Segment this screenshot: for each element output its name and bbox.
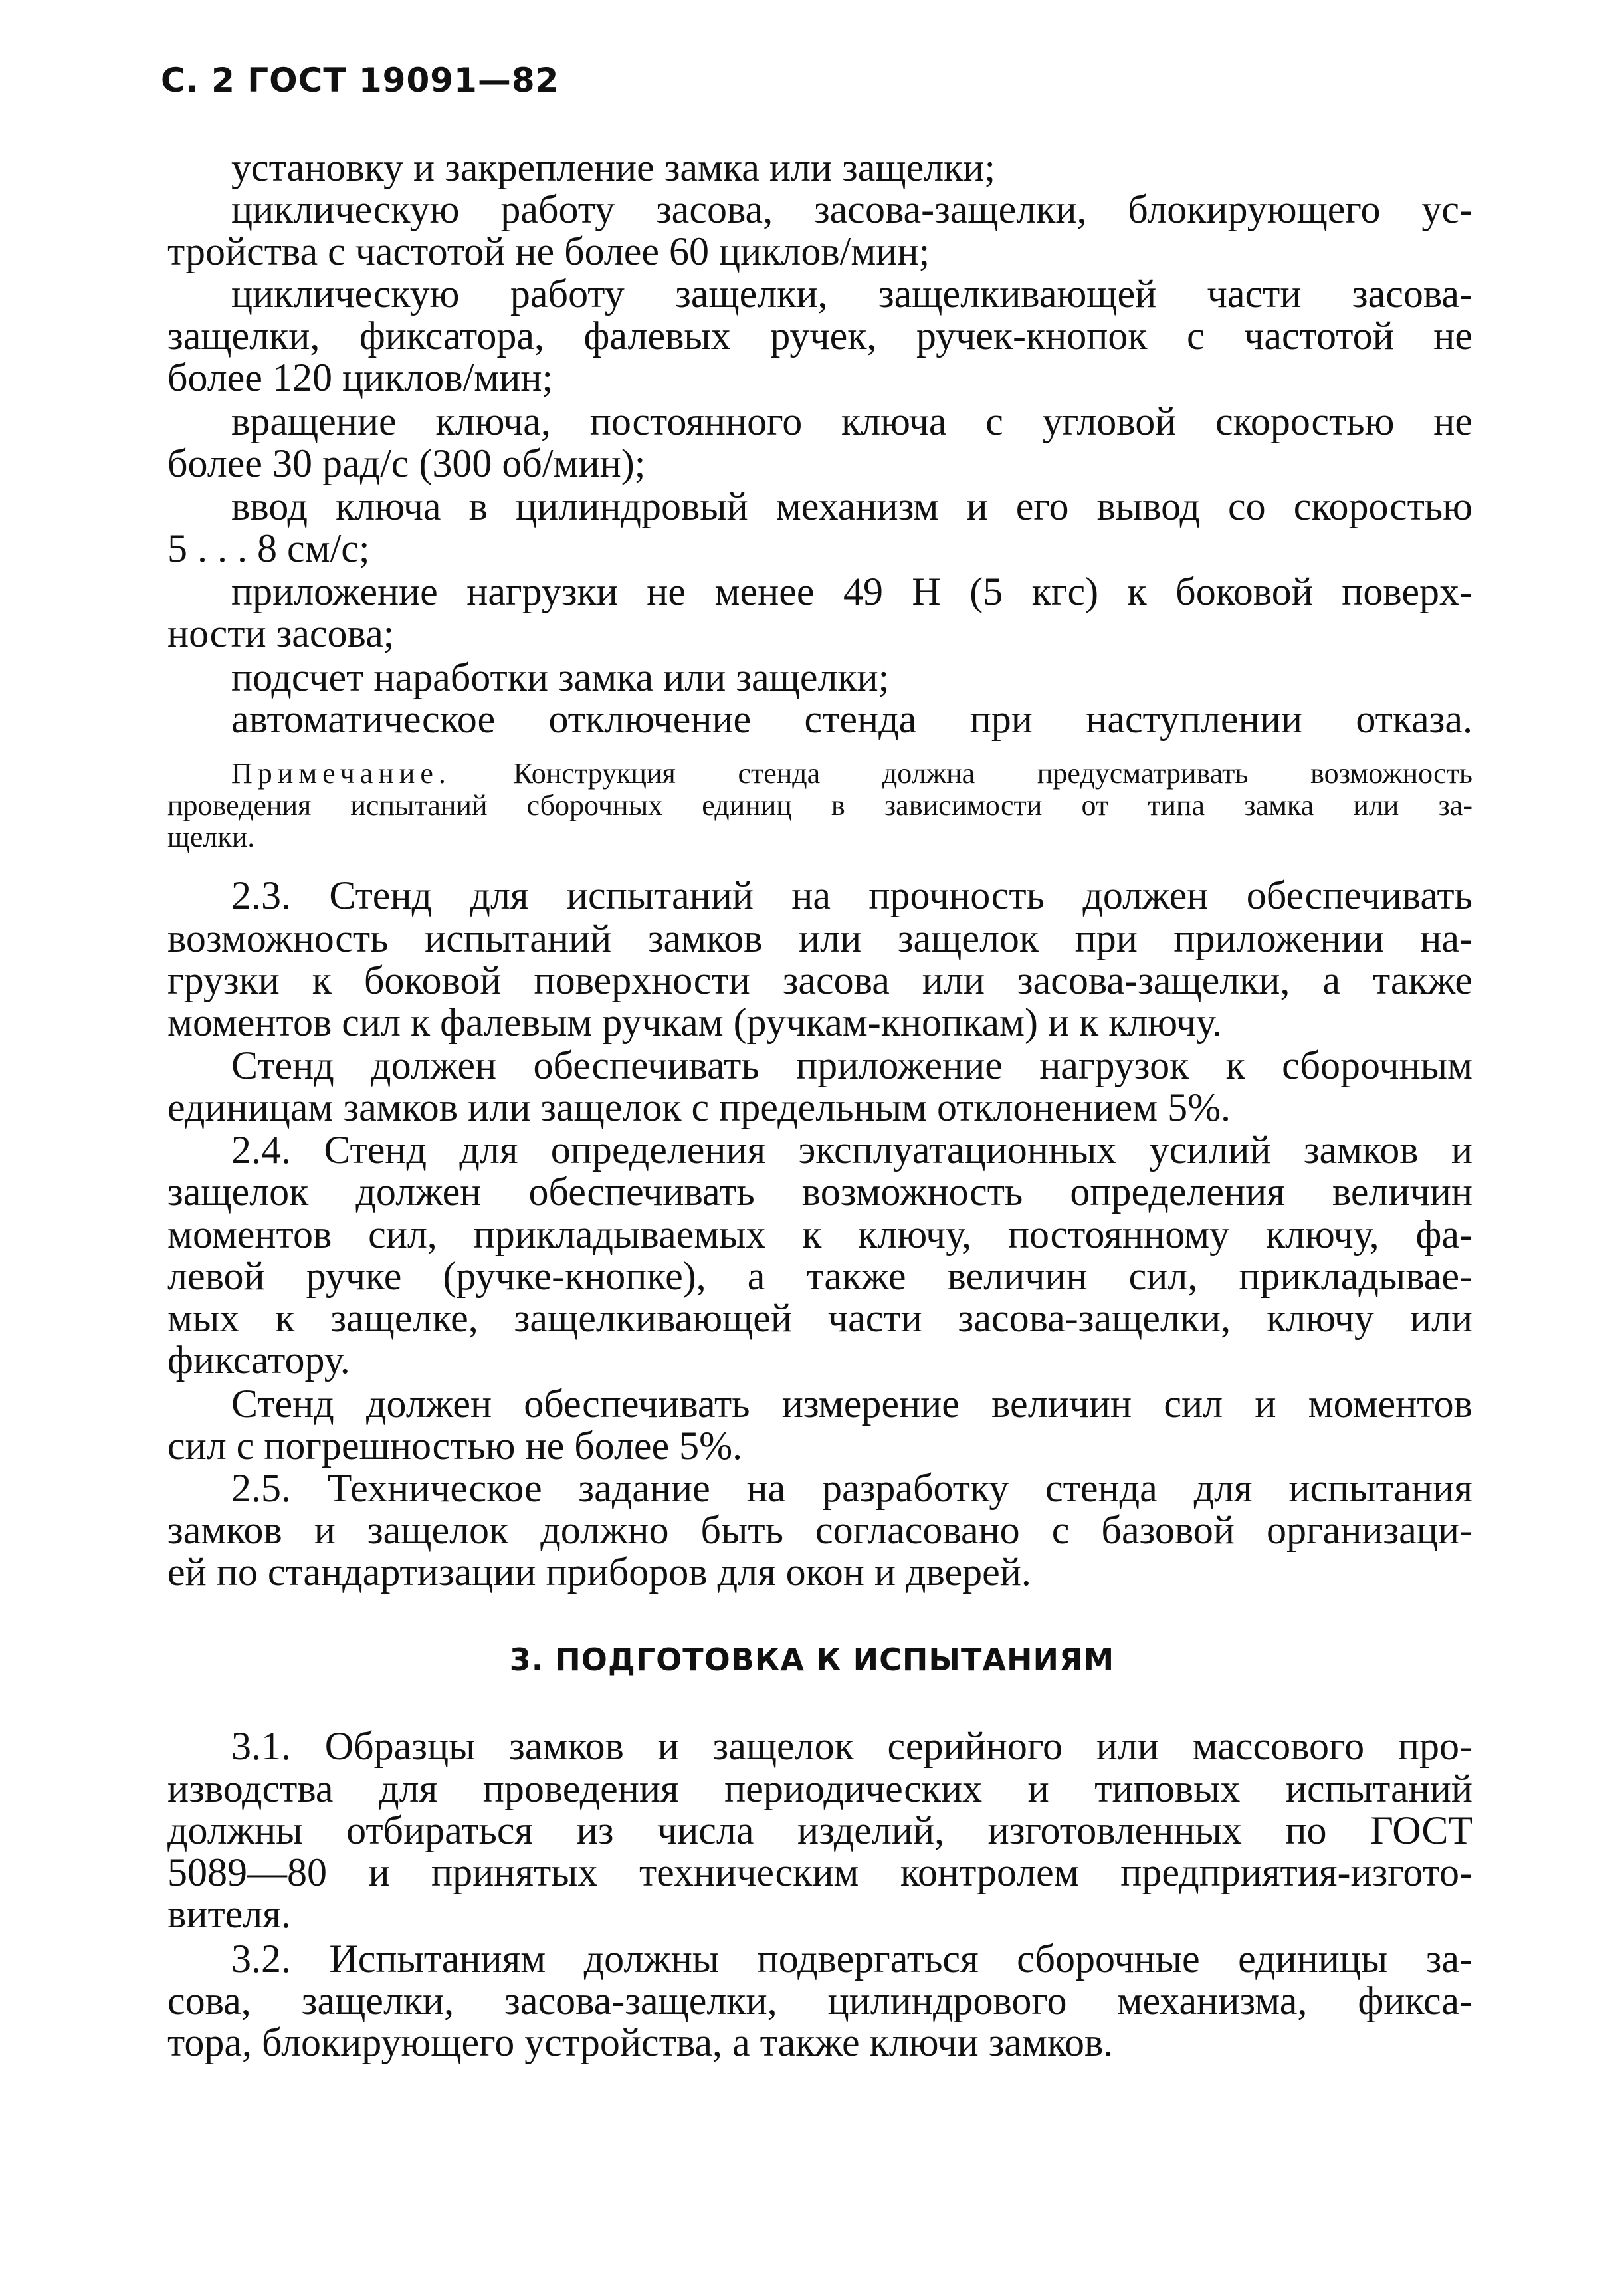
paragraph-line: моментов сил, прикладываемых к ключу, постоянному ключу, фа-	[167, 1212, 1472, 1256]
list-line: подсчет наработки замка или защелки;	[231, 655, 890, 699]
paragraph-line: ей по стандартизации приборов для окон и дверей.	[167, 1550, 1031, 1594]
list-line: ности засова;	[167, 611, 395, 655]
list-line: циклическую работу засова, засова-защелки, блокирующего ус-	[231, 187, 1472, 231]
list-line: 5 . . . 8 см/с;	[167, 526, 370, 570]
paragraph-line: должны отбираться из числа изделий, изготовленных по ГОСТ	[167, 1808, 1472, 1852]
paragraph-line: мых к защелке, защелкивающей части засова-защелки, ключу или	[167, 1296, 1472, 1340]
paragraph-line: моментов сил к фалевым ручкам (ручкам-кнопкам) и к ключу.	[167, 1000, 1223, 1044]
paragraph-line: 2.4. Стенд для определения эксплуатационных усилий замков и	[231, 1128, 1472, 1172]
paragraph-line: Стенд должен обеспечивать приложение нагрузок к сборочным	[231, 1043, 1472, 1087]
paragraph-line: возможность испытаний замков или защелок при приложении на-	[167, 917, 1472, 960]
note-label: Примечание.	[231, 757, 451, 790]
paragraph-line: вителя.	[167, 1892, 291, 1936]
paragraph-line: 3.1. Образцы замков и защелок серийного или массового про-	[231, 1724, 1472, 1768]
list-line: более 120 циклов/мин;	[167, 356, 554, 399]
paragraph-line: сил с погрешностью не более 5%.	[167, 1424, 743, 1468]
note-line: щелки.	[167, 821, 255, 853]
list-line: приложение нагрузки не менее 49 Н (5 кгс) к боковой поверх-	[231, 570, 1472, 613]
list-line: тройства с частотой не более 60 циклов/мин;	[167, 229, 930, 273]
paragraph-line: защелок должен обеспечивать возможность определения величин	[167, 1170, 1472, 1214]
note-text: Конструкция стенда должна предусматривать возможность	[513, 757, 1472, 790]
paragraph-line: левой ручке (ручке-кнопке), а также величин сил, прикладывае-	[167, 1254, 1472, 1298]
list-line: установку и закрепление замка или защелки;	[231, 146, 996, 189]
paragraph-line: грузки к боковой поверхности засова или засова-защелки, а также	[167, 958, 1472, 1002]
paragraph-line: 3.2. Испытаниям должны подвергаться сборочные единицы за-	[231, 1937, 1472, 1981]
paragraph-line: тора, блокирующего устройства, а также ключи замков.	[167, 2020, 1114, 2064]
paragraph-line: фиксатору.	[167, 1338, 350, 1382]
list-line: циклическую работу защелки, защелкивающей части засова-	[231, 272, 1472, 316]
paragraph-line: Стенд должен обеспечивать измерение величин сил и моментов	[231, 1382, 1472, 1426]
list-line: более 30 рад/с (300 об/мин);	[167, 441, 646, 485]
paragraph-line: 5089—80 и принятых техническим контролем предприятия-изгото-	[167, 1850, 1472, 1894]
page-header: С. 2 ГОСТ 19091—82	[161, 61, 559, 100]
list-line: защелки, фиксатора, фалевых ручек, ручек-кнопок с частотой не	[167, 314, 1472, 358]
paragraph-line: изводства для проведения периодических и типовых испытаний	[167, 1767, 1472, 1810]
paragraph-line: сова, защелки, засова-защелки, цилиндрового механизма, фикса-	[167, 1979, 1472, 2022]
note-line: проведения испытаний сборочных единиц в зависимости от типа замка или за-	[167, 789, 1472, 821]
list-line: вращение ключа, постоянного ключа с угловой скоростью не	[231, 399, 1472, 443]
paragraph-line: единицам замков или защелок с предельным отклонением 5%.	[167, 1085, 1231, 1129]
section-3-title: 3. ПОДГОТОВКА К ИСПЫТАНИЯМ	[509, 1642, 1115, 1678]
list-line: автоматическое отключение стенда при наступлении отказа.	[231, 697, 1472, 741]
paragraph-line: 2.3. Стенд для испытаний на прочность должен обеспечивать	[231, 873, 1472, 917]
list-line: ввод ключа в цилиндровый механизм и его вывод со скоростью	[231, 485, 1472, 528]
note-line-1	[231, 758, 1472, 790]
paragraph-line: замков и защелок должно быть согласовано с базовой организаци-	[167, 1508, 1472, 1552]
paragraph-line: 2.5. Техническое задание на разработку стенда для испытания	[231, 1466, 1472, 1510]
